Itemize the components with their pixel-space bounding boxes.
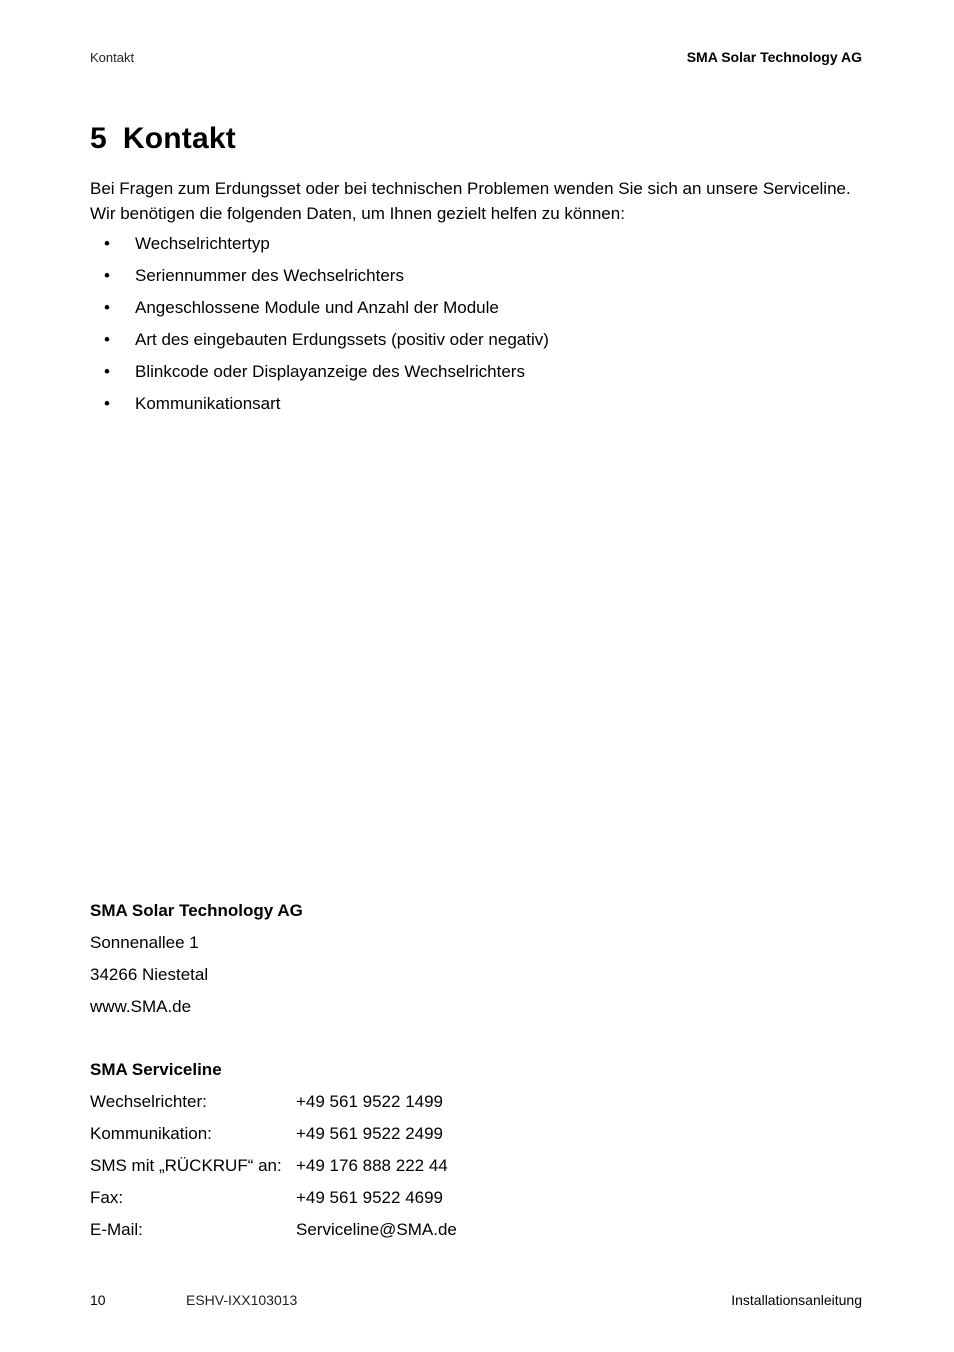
bullet-icon: • <box>104 266 110 285</box>
bullet-icon: • <box>104 362 110 381</box>
fax-value: +49 561 9522 4699 <box>296 1188 444 1207</box>
intro-line: Wir benötigen die folgenden Daten, um Ihnen gezielt helfen zu können: <box>90 204 625 223</box>
intro-line: Bei Fragen zum Erdungsset oder bei technischen Problemen wenden Sie sich an unsere Serviceline. <box>90 179 851 198</box>
company-address <box>90 898 303 1026</box>
address-city: 34266 Niestetal <box>90 965 209 984</box>
page-number: 10 <box>90 1292 106 1308</box>
phone-value: +49 176 888 222 44 <box>296 1156 448 1175</box>
serviceline-heading: SMA Serviceline <box>90 1060 222 1079</box>
running-header-company: SMA Solar Technology AG <box>686 49 862 65</box>
contact-row: Kommunikation: +49 561 9522 2499 <box>90 1121 457 1153</box>
document-id: ESHV-IXX103013 <box>186 1292 298 1308</box>
email-value: Serviceline@SMA.de <box>296 1220 457 1239</box>
contact-row: SMS mit „RÜCKRUF“ an: +49 176 888 222 44 <box>90 1153 457 1185</box>
serviceline-block <box>90 1057 457 1249</box>
list-item: • Angeschlossene Module und Anzahl der Module <box>90 296 549 328</box>
list-item: • Wechselrichtertyp <box>90 232 549 264</box>
phone-value: +49 561 9522 1499 <box>296 1092 444 1111</box>
chapter-number: 5 <box>90 122 107 155</box>
chapter-title <box>90 122 236 156</box>
list-item: • Kommunikationsart <box>90 392 549 424</box>
contact-row: Wechselrichter: +49 561 9522 1499 <box>90 1089 457 1121</box>
bullet-icon: • <box>104 330 110 349</box>
required-data-list <box>90 232 549 424</box>
list-item: • Seriennummer des Wechselrichters <box>90 264 549 296</box>
running-header-section: Kontakt <box>90 50 135 65</box>
document-type: Installationsanleitung <box>731 1292 862 1308</box>
address-website: www.SMA.de <box>90 997 192 1016</box>
address-company: SMA Solar Technology AG <box>90 901 303 920</box>
bullet-icon: • <box>104 234 110 253</box>
contact-row: E-Mail: Serviceline@SMA.de <box>90 1217 457 1249</box>
intro-paragraph <box>90 176 890 226</box>
phone-value: +49 561 9522 2499 <box>296 1124 444 1143</box>
address-street: Sonnenallee 1 <box>90 933 199 952</box>
list-item: • Art des eingebauten Erdungssets (positiv oder negativ) <box>90 328 549 360</box>
chapter-title-text: Kontakt <box>122 122 236 155</box>
contact-row: Fax: +49 561 9522 4699 <box>90 1185 457 1217</box>
bullet-icon: • <box>104 298 110 317</box>
list-item: • Blinkcode oder Displayanzeige des Wechselrichters <box>90 360 549 392</box>
bullet-icon: • <box>104 394 110 413</box>
